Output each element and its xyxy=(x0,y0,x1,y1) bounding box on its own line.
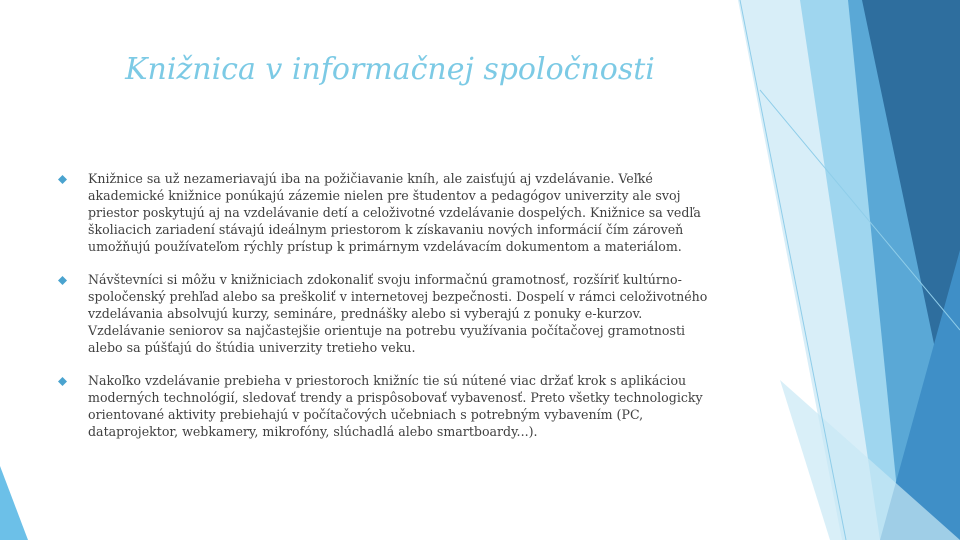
bullet-list xyxy=(58,170,718,456)
bullet-item xyxy=(58,271,718,356)
diamond-bullet-icon xyxy=(58,276,67,285)
bullet-text: Nakoľko vzdelávanie prebieha v priestoroch knižníc tie sú nútené viac držať krok s aplikáciou moderných technológií, sledovať trendy a prispôsobovať vybavenosť. Preto všetky technologicky orientované aktivity prebiehajú v počítačových učebniach s potrebným vybavením (PC, dataprojektor, webkamery, mikrofóny, slúchadlá alebo smartboardy...). xyxy=(88,373,703,439)
bullet-text: Knižnice sa už nezameriavajú iba na požičiavanie kníh, ale zaisťujú aj vzdelávanie. Veľké akademické knižnice ponúkajú zázemie nielen pre študentov a pedagógov univerzity ale svoj priestor poskytujú aj na vzdelávanie detí a celoživotné vzdelávanie dospelých. Knižnice sa vedľa školiacich zariadení stávajú ideálnym priestorom k získavaniu nových informácií čím zároveň umožňujú používateľom rýchly prístup k primárnym vzdelávacím dokumentom a materiálom. xyxy=(88,171,701,254)
diamond-bullet-icon xyxy=(58,175,67,184)
bullet-item xyxy=(58,170,718,255)
bullet-item xyxy=(58,372,718,440)
slide-title: Knižnica v informačnej spoločnosti xyxy=(125,52,655,87)
diamond-bullet-icon xyxy=(58,377,67,386)
left-accent-triangle xyxy=(0,466,28,540)
bullet-text: Návštevníci si môžu v knižniciach zdokonaliť svoju informačnú gramotnosť, rozšíriť kultúrno-spoločenský prehľad alebo sa preškoliť v internetovej bezpečnosti. Dospelí v rámci celoživotného vzdelávania absolvujú kurzy, semináre, prednášky alebo si vyberajú z ponuky e-kurzov. Vzdelávanie seniorov sa najčastejšie orientuje na potrebu využívania počítačovej gramotnosti alebo sa púšťajú do štúdia univerzity tretieho veku. xyxy=(88,272,708,355)
